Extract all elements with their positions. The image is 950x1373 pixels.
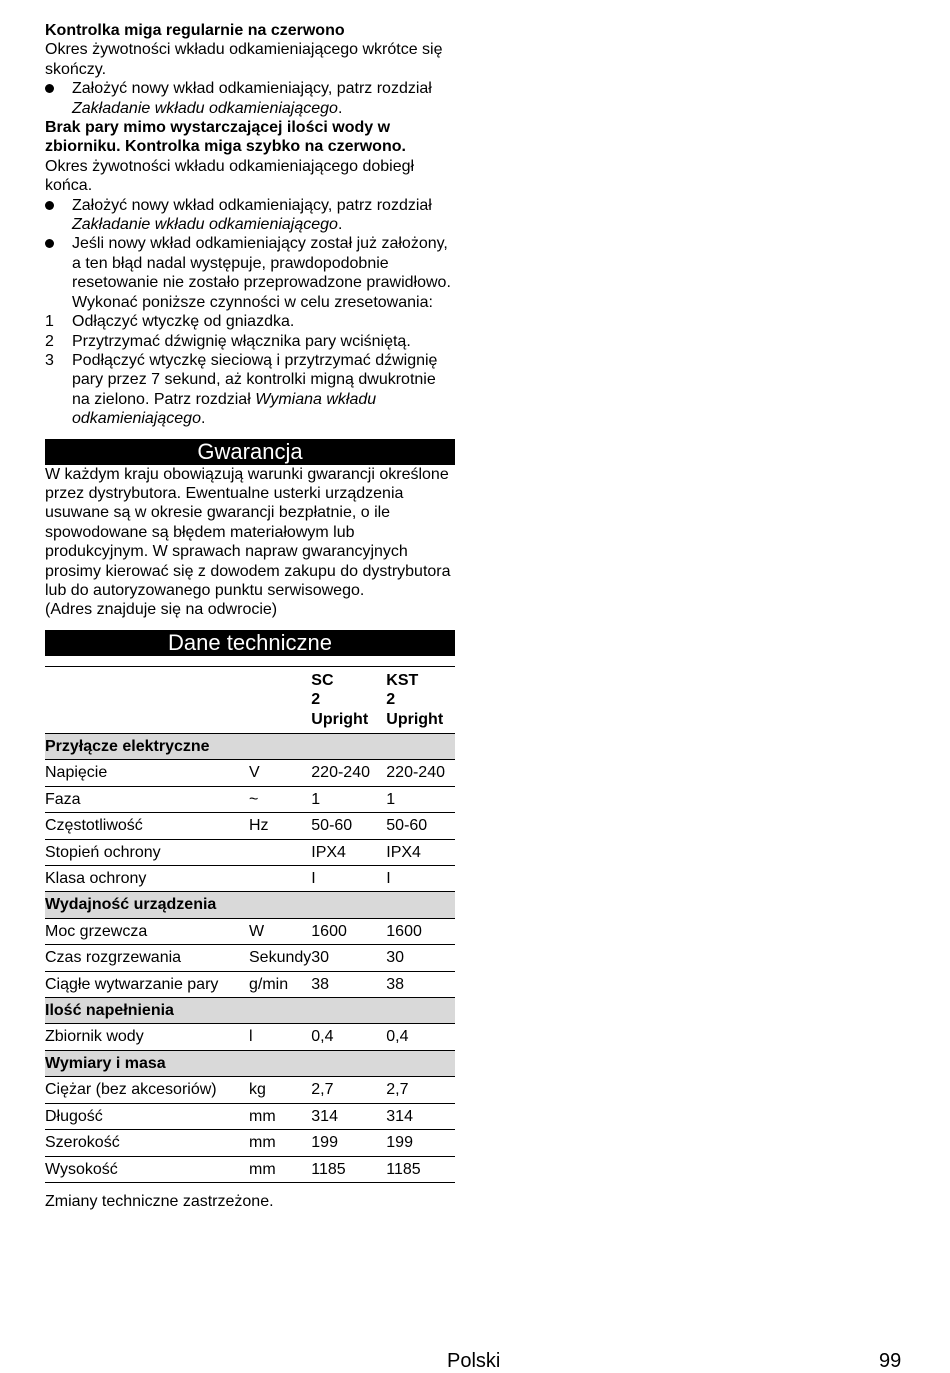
step-item-1 (45, 312, 455, 331)
value-model-2: 50-60 (386, 813, 455, 839)
text-column (45, 21, 455, 1211)
unit-cell: mm (249, 1156, 311, 1182)
value-model-1: 50-60 (311, 813, 386, 839)
value-model-2: 30 (386, 945, 455, 971)
param-label: Szerokość (45, 1130, 249, 1156)
value-model-2: 199 (386, 1130, 455, 1156)
param-label: Moc grzewcza (45, 918, 249, 944)
table-header-model-2: KST 2 Upright (386, 666, 455, 733)
unit-cell: g/min (249, 971, 311, 997)
table-section-row (45, 998, 455, 1024)
param-label: Częstotliwość (45, 813, 249, 839)
table-row (45, 1024, 455, 1050)
step-text: Przytrzymać dźwignię włącznika pary wciśniętą. (72, 332, 411, 350)
unit-cell (249, 866, 311, 892)
table-row (45, 945, 455, 971)
table-row (45, 813, 455, 839)
unit-cell: W (249, 918, 311, 944)
value-model-1: 0,4 (311, 1024, 386, 1050)
bullet-icon (45, 201, 54, 210)
step-item-2 (45, 332, 455, 351)
table-row (45, 1156, 455, 1182)
value-model-2: 1 (386, 786, 455, 812)
value-model-1: 30 (311, 945, 386, 971)
table-header-unit (249, 666, 311, 733)
param-label: Stopień ochrony (45, 839, 249, 865)
trouble-text-1: Okres żywotności wkładu odkamieniającego wkrótce się skończy. (45, 41, 443, 78)
value-model-1: 314 (311, 1103, 386, 1129)
table-header-row (45, 666, 455, 733)
param-label: Ciężar (bez akcesoriów) (45, 1077, 249, 1103)
value-model-2: 0,4 (386, 1024, 455, 1050)
unit-cell (249, 839, 311, 865)
unit-cell: mm (249, 1130, 311, 1156)
value-model-2: 1185 (386, 1156, 455, 1182)
step-number: 3 (45, 351, 54, 369)
warranty-address-note: (Adres znajduje się na odwrocie) (45, 601, 278, 619)
warranty-text: W każdym kraju obowiązują warunki gwarancji określone przez dystrybutora. Ewentualne usterki urządzenia usuwane są w okresie gwarancji bezpłatnie, o ile spowodowane są błędem materiałowym lub produkcyjnym. W sprawach napraw gwarancyjnych prosimy kierować się z dowodem zakupu do dystrybutora lub do autoryzowanego punktu serwisowego. (45, 465, 451, 599)
step-reference: Wymiana wkładu odkamieniającego (72, 390, 377, 428)
param-label: Napięcie (45, 760, 249, 786)
value-model-2: I (386, 866, 455, 892)
step-text: Odłączyć wtyczkę od gniazdka. (72, 313, 295, 331)
section-title-warranty: Gwarancja (45, 439, 455, 465)
unit-cell: mm (249, 1103, 311, 1129)
value-model-1: 38 (311, 971, 386, 997)
value-model-1: 2,7 (311, 1077, 386, 1103)
value-model-1: 1185 (311, 1156, 386, 1182)
unit-cell: ~ (249, 786, 311, 812)
bullet-text: Jeśli nowy wkład odkamieniający został już założony, a ten błąd nadal występuje, prawdopodobnie resetowanie nie zostało przeprowadzone prawidłowo. Wykonać poniższe czynności w celu zresetowania: (72, 235, 451, 311)
table-header-model-1: SC 2 Upright (311, 666, 386, 733)
table-row (45, 786, 455, 812)
table-row (45, 1103, 455, 1129)
param-label: Klasa ochrony (45, 866, 249, 892)
table-row (45, 1077, 455, 1103)
section-label: Przyłącze elektryczne (45, 734, 455, 760)
unit-cell: Sekundy (249, 945, 311, 971)
table-section-row (45, 892, 455, 918)
table-header-empty (45, 666, 249, 733)
value-model-2: IPX4 (386, 839, 455, 865)
bullet-reference: Zakładanie wkładu odkamieniającego (72, 216, 338, 234)
table-row (45, 760, 455, 786)
trouble-heading-2: Brak pary mimo wystarczającej ilości wody w zbiorniku. Kontrolka miga szybko na czerwono. (45, 119, 406, 156)
value-model-1: IPX4 (311, 839, 386, 865)
value-model-2: 314 (386, 1103, 455, 1129)
unit-cell: V (249, 760, 311, 786)
trouble-text-2: Okres żywotności wkładu odkamieniającego dobiegł końca. (45, 157, 415, 195)
value-model-1: 1 (311, 786, 386, 812)
param-label: Czas rozgrzewania (45, 945, 249, 971)
table-row (45, 839, 455, 865)
bullet-text: Założyć nowy wkład odkamieniający, patrz rozdział (72, 196, 432, 214)
section-label: Ilość napełnienia (45, 998, 455, 1024)
bullet-item-1: Założyć nowy wkład odkamieniający, patrz rozdział Zakładanie wkładu odkamieniającego. (45, 79, 455, 118)
unit-cell: Hz (249, 813, 311, 839)
section-label: Wydajność urządzenia (45, 892, 455, 918)
param-label: Faza (45, 786, 249, 812)
unit-cell: l (249, 1024, 311, 1050)
bullet-icon (45, 239, 54, 248)
trouble-heading-1: Kontrolka miga regularnie na czerwono (45, 22, 345, 39)
step-number: 2 (45, 332, 54, 350)
specs-table (45, 666, 455, 1183)
table-row (45, 866, 455, 892)
bullet-item-2: Założyć nowy wkład odkamieniający, patrz rozdział Zakładanie wkładu odkamieniającego. (45, 196, 455, 235)
param-label: Ciągłe wytwarzanie pary (45, 971, 249, 997)
section-label: Wymiary i masa (45, 1050, 455, 1076)
table-section-row (45, 1050, 455, 1076)
value-model-1: 199 (311, 1130, 386, 1156)
value-model-1: 220-240 (311, 760, 386, 786)
value-model-2: 38 (386, 971, 455, 997)
value-model-2: 1600 (386, 918, 455, 944)
value-model-1: I (311, 866, 386, 892)
step-number: 1 (45, 313, 54, 331)
footer-language: Polski (447, 1350, 501, 1372)
unit-cell: kg (249, 1077, 311, 1103)
step-item-3: 3 Podłączyć wtyczkę sieciową i przytrzymać dźwignię pary przez 7 sekund, aż kontrolki migną dwukrotnie na zielono. Patrz rozdział Wymiana wkładu odkamieniającego. (45, 351, 438, 428)
table-section-row (45, 734, 455, 760)
table-row (45, 1130, 455, 1156)
page-number: 99 (879, 1350, 902, 1372)
value-model-2: 2,7 (386, 1077, 455, 1103)
bullet-icon (45, 84, 54, 93)
bullet-reference: Zakładanie wkładu odkamieniającego (72, 99, 338, 117)
param-label: Wysokość (45, 1156, 249, 1182)
step-text: Podłączyć wtyczkę sieciową i przytrzymać dźwignię pary przez 7 sekund, aż kontrolki migną dwukrotnie na zielono. Patrz rozdział (72, 351, 438, 408)
table-row (45, 971, 455, 997)
table-row (45, 918, 455, 944)
param-label: Zbiornik wody (45, 1024, 249, 1050)
bullet-item-3 (45, 234, 455, 312)
section-title-specs: Dane techniczne (45, 630, 455, 656)
bullet-text: Założyć nowy wkład odkamieniający, patrz rozdział (72, 80, 432, 98)
value-model-1: 1600 (311, 918, 386, 944)
technical-note: Zmiany techniczne zastrzeżone. (45, 1192, 274, 1210)
param-label: Długość (45, 1103, 249, 1129)
value-model-2: 220-240 (386, 760, 455, 786)
